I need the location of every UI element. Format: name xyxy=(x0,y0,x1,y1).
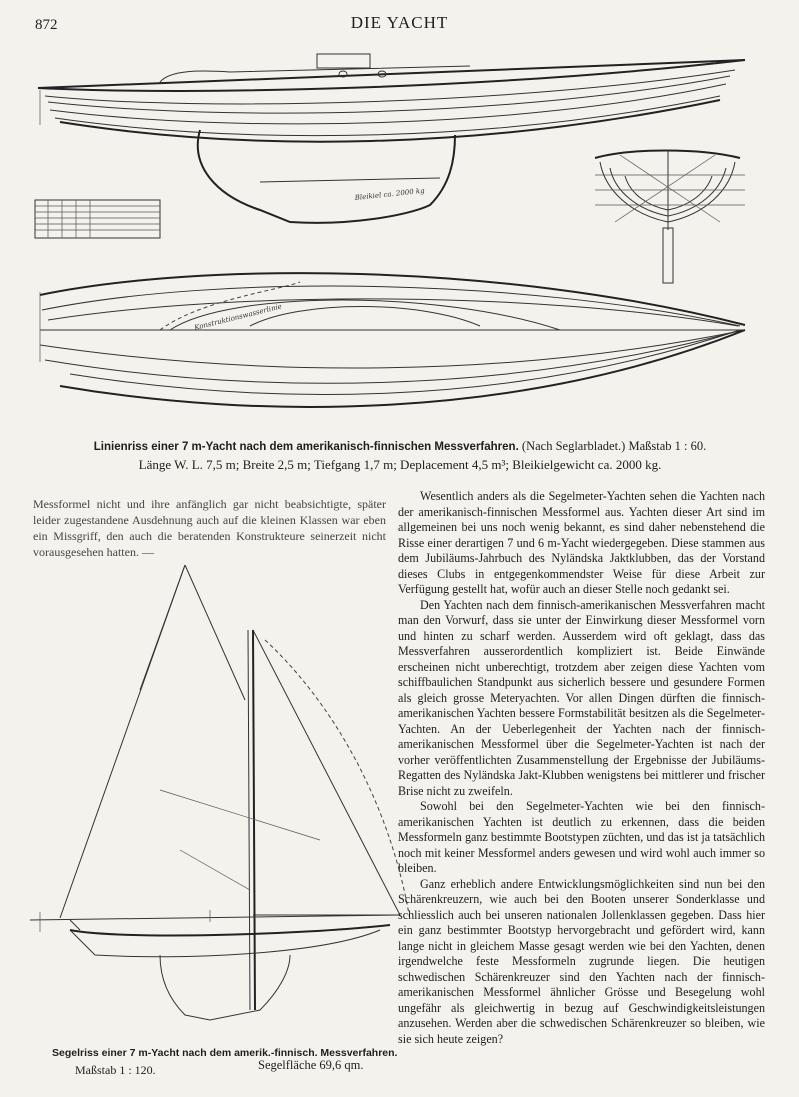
paragraph-1: Wesentlich anders als die Segelmeter-Yachten sehen die Yachten nach der amerikanisch-finnischen Messformel aus. Yachten dieser Art sind im allgemeinen bei uns noch wenig bekannt, es sind daher nebenstehend die Risse einer derartigen 7 und 6 m-Yacht wiedergegeben. Diese stammen aus dem Jubiläums-Jahrbuch des Nyländska Jaktklubben, das der Vorstand dieses Clubs in entgegenkommendster Weise für diese Arbeit zur Verfügung gestellt hat, wofür auch an dieser Stelle noch gedankt sei. xyxy=(398,489,765,596)
paragraph-3: Sowohl bei den Segelmeter-Yachten wie bei den finnisch-amerikanischen Yachten ist deutlich zu erkennen, dass die beiden Messformeln ganz bestimmte Bootstypen züchten, und das ist ja tatsächlich noch mit keiner Messformel anders gewesen und wird wohl auch immer so bleiben. xyxy=(398,799,765,875)
sail-plan-drawing xyxy=(0,560,420,1060)
sail-plan-caption-sail-area: Segelfläche 69,6 qm. xyxy=(258,1058,364,1072)
sail-plan-caption-title: Segelriss einer 7 m-Yacht nach dem amerik.-finnisch. Messverfahren. xyxy=(52,1047,398,1059)
lines-plan-caption-source: (Nach Seglarbladet.) Maßstab 1 : 60. xyxy=(521,439,707,453)
profile-view xyxy=(38,54,745,223)
lines-plan-caption-dimensions: Länge W. L. 7,5 m; Breite 2,5 m; Tiefgang 1,7 m; Deplacement 4,5 m³; Bleikielgewicht ca. 2000 kg. xyxy=(138,457,662,472)
lines-plan-caption xyxy=(60,438,740,473)
body-plan-view xyxy=(595,150,745,283)
running-head: DIE YACHT xyxy=(350,13,449,32)
left-column-text: Messformel nicht und ihre anfänglich gar nicht beabsichtigte, später leider zugestandene Ausdehnung auch auf die kleinen Klassen war eben ein Missgriff, den auch die beratenden Konstrukteure seinerzeit nicht vorausgesehen hatten. — xyxy=(33,497,386,559)
sail-plan-caption-scale: Maßstab 1 : 120. xyxy=(75,1063,156,1077)
page-number: 872 xyxy=(35,17,58,33)
svg-text:Bleikiel ca. 2000 kg: Bleikiel ca. 2000 kg xyxy=(354,186,425,202)
paragraph-4: Ganz erheblich andere Entwicklungsmöglichkeiten sind nun bei den Schärenkreuzern, wie auch bei den Booten unserer Sonderklasse und schliesslich auch bei unseren nationalen Jollenklassen gegeben. Dass hier ein ganz bestimmter Bootstyp hervorgebracht und gefördert wird, kann lange nicht in gleichem Masse gesagt werden wie bei den Yachten, denen irgendwelche feste Messformeln zugrunde liegen. Die heutigen schwedischen Schärenkreuzer sind den Yachten nach der finnisch-amerikanischen Messformel ähnlicher Grösse und Besegelung wohl ungefähr als gleichwertig in bezug auf Geschwindigkeitsleistungen anzusehen. Werden aber die schwedischen Schärenkreuzer so bleiben, wie sie sich heute zeigen? xyxy=(398,876,765,1046)
right-column-text xyxy=(398,489,765,1047)
paragraph-2: Den Yachten nach dem finnisch-amerikanischen Messverfahren macht man den Vorwurf, dass sie unter der Einwirkung dieser Messformel vorn und hinten zu scharf werden. Ausserdem wird oft geklagt, dass das Messverfahren ausserordentlich kompliziert ist. Beide Einwände erscheinen nicht unberechtigt, trotzdem aber zeigen diese Yachten vom schiffbaulichen Standpunkt aus sicherlich bessere und gesundere Formen als gleich grosse Meteryachten. Vor allen Dingen dürften die finnisch-amerikanischen Yachten bessere Formstabilität besitzen als die Segelmeter-Yachten. An der Ueberlegenheit der Yachten nach der finnisch-amerikanischen Messformel über die Segelmeter-Yachten ist nach der vorher veröffentlichten Zusammenstellung der Ergebnisse der Jubiläums-Regatten des Nyländska Jakt-Klubben wenigstens bei mittlerer und frischer Brise nicht zu zweifeln. xyxy=(398,597,765,798)
lines-plan-caption-title: Linienriss einer 7 m-Yacht nach dem amerikanisch-finnischen Messverfahren. xyxy=(93,441,519,453)
svg-text:Konstruktionswasserlinie: Konstruktionswasserlinie xyxy=(193,302,283,332)
offset-grid xyxy=(35,200,160,238)
lines-plan-drawing xyxy=(0,0,799,440)
half-breadth-view xyxy=(40,273,745,407)
